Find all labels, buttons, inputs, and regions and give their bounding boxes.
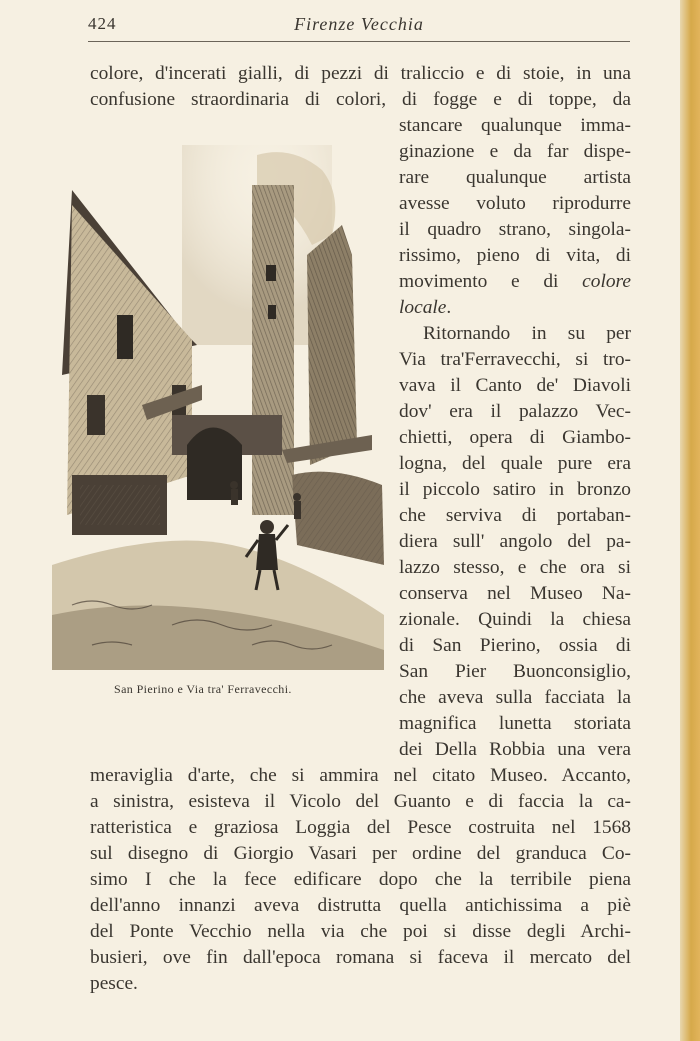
running-title: Firenze Vecchia [294, 14, 424, 34]
text-line: logna, del quale pure era [399, 453, 631, 474]
paragraph-start: Ritornando in su per [423, 323, 631, 344]
text-line: chietti, opera di Giambo- [399, 427, 631, 448]
text-line: avesse voluto riprodurre [399, 193, 631, 214]
text-line: di San Pierino, ossia di [399, 635, 631, 656]
text-line: simo I che la fece edificare dopo che la terribile piena [90, 869, 631, 890]
text-line: dov' era il palazzo Vec- [399, 401, 631, 422]
street-illustration [52, 145, 384, 670]
page-number: 424 [88, 14, 117, 33]
text-line: a sinistra, esisteva il Vicolo del Guanto e di faccia la ca- [90, 791, 631, 812]
text-line: sul disegno di Giorgio Vasari per ordine del granduca Co- [90, 843, 631, 864]
text-line: rissimo, pieno di vita, di [399, 245, 631, 266]
text-line: ginazione e da far dispe- [399, 141, 631, 162]
text-line: rare qualunque artista [399, 167, 631, 188]
figure-caption: San Pierino e Via tra' Ferravecchi. [114, 682, 292, 696]
text-line: Via tra'Ferravecchi, si tro- [399, 349, 631, 370]
text-line: San Pier Buonconsiglio, [399, 661, 631, 682]
text-line: meraviglia d'arte, che si ammira nel citato Museo. Accanto, [90, 765, 631, 786]
text-line: zionale. Quindi la chiesa [399, 609, 631, 630]
text-line: il quadro strano, singola- [399, 219, 631, 240]
text-line: movimento e di colore [399, 271, 631, 292]
text-line: stancare qualunque imma- [399, 115, 631, 136]
text-line: pesce. [90, 973, 138, 994]
page-edge [680, 0, 700, 1041]
text-line: colore, d'incerati gialli, di pezzi di traliccio e di stoie, in una [90, 63, 631, 84]
text-line: che aveva sulla facciata la [399, 687, 631, 708]
text-line: locale. [399, 297, 452, 318]
header-rule [88, 41, 630, 42]
text-line: vava il Canto de' Diavoli [399, 375, 631, 396]
page-header [88, 14, 630, 40]
text-line: lazzo stesso, e che ora si [399, 557, 631, 578]
text-line: il piccolo satiro in bronzo [399, 479, 631, 500]
text-line: del Ponte Vecchio nella via che poi si disse degli Archi- [90, 921, 631, 942]
text-line: dei Della Robbia una vera [399, 739, 631, 760]
text-line: busieri, ove fin dall'epoca romana si faceva il mercato del [90, 947, 631, 968]
text-line: dell'anno innanzi aveva distrutta quella antichissima a piè [90, 895, 631, 916]
text-line: che serviva di portaban- [399, 505, 631, 526]
text-line: diera sull' angolo del pa- [399, 531, 631, 552]
text-line: confusione straordinaria di colori, di fogge e di toppe, da [90, 89, 631, 110]
text-line: magnifica lunetta storiata [399, 713, 631, 734]
text-line: ratteristica e graziosa Loggia del Pesce costruita nel 1568 [90, 817, 631, 838]
text-line: conserva nel Museo Na- [399, 583, 631, 604]
